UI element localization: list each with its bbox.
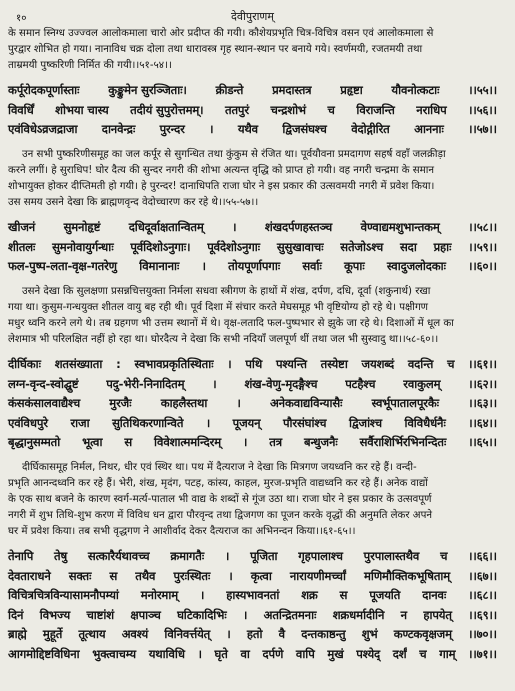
verse-word: पौरसंघांश्च	[282, 415, 327, 430]
verse-word: मणिमौक्तिकभूषिताम्	[364, 568, 451, 583]
prose-line: पुरद्वार शोभित हो गया। नानाविध चक्र दोला तथा धारावस्त्र गृह स्थान-स्थान पर बनाये गये। स्वर्णमयी, रजतमयी तथा	[8, 44, 423, 56]
verse-61	[8, 355, 497, 375]
verse-word: राजा	[70, 415, 90, 430]
verse-word: विनिवर्त्तयेत्	[164, 627, 211, 641]
verse-word: मुखं	[327, 646, 344, 661]
verse-word: ।	[224, 549, 230, 563]
prose-line: उसने देखा कि सुलक्षणा प्रसन्नचित्तयुक्ता निर्मला सधवा स्त्रीगण के हाथों में शंख, दर्पण, दधि, दूर्वा (शकुनार्थ) रखा	[22, 285, 431, 297]
verse-word: लग्न-वृन्द-स्वोद्घुष्टं	[8, 376, 79, 391]
verse-word: नराधिप	[416, 102, 447, 117]
verse-69	[8, 606, 497, 626]
verse-number: ।।५५।।	[468, 83, 497, 98]
verse-word: ।	[226, 627, 231, 641]
verse-word: दधिदूर्वाक्षतान्वितम्	[128, 220, 204, 235]
verse-word: देवताराधने	[8, 568, 51, 583]
verse-word: पूर्वदेशोऽनुगाः	[207, 239, 260, 254]
verse-number: ।।५८।।	[468, 220, 497, 235]
verse-word: भुक्त्वाचम्य	[92, 646, 136, 661]
verse-word: ।	[232, 220, 237, 235]
verse-word: पूजयन्	[232, 415, 261, 430]
verse-word: शतसंख्याता	[54, 357, 103, 372]
prose-line: उस समय उसने देखा कि ब्राह्मणवृन्द वेदोच्चारण कर रहे थे।।५५-५७।।	[8, 197, 259, 209]
prose-line: लेशमात्र भी परिलक्षित नहीं हो रहा था। घोरदैत्य ने देखा कि सभी नदियाँ जलपूर्ण थीं तथा जल भी सुस्वादु था।।५८-६०।।	[8, 333, 439, 345]
verse-number: ।।५९।।	[468, 239, 497, 254]
translation-paragraph-3	[8, 284, 497, 348]
verse-word: वेदोद्गीरित	[351, 122, 390, 137]
verse-number: ।।६१।।	[468, 357, 497, 372]
verse-word: ।	[236, 396, 241, 411]
verse-word: सर्वैराशिर्भिरभिनन्दितः	[359, 435, 447, 450]
verse-word: मनोरमाम्	[140, 588, 178, 602]
verse-word: प्रहृष्टा	[340, 83, 363, 98]
verse-number: ।।६६।।	[468, 549, 497, 563]
verse-word: कण्टकवृक्षजम्	[393, 627, 452, 641]
verse-word: पश्यन्ति	[275, 357, 307, 372]
verse-word: द्विजसंघश्च	[282, 122, 327, 137]
prose-line: करने लगीं। हे सुराधिप! घोर दैत्य की सुन्दर नगरी की शोभा अत्यन्त वृद्धि को प्राप्त हो गयी। वह नगरी चन्द्रमा के समान	[8, 164, 435, 176]
prose-line: ताम्रमयी पुष्करिणी निर्मित की गयी।।५१-५४।।	[8, 60, 172, 72]
verse-word: भूत्वा	[82, 435, 103, 450]
verse-block-55-57	[8, 81, 497, 140]
verse-number: ।।६२।।	[468, 376, 497, 391]
verse-word: पुरन्दर	[159, 122, 185, 137]
verse-block-66-71	[8, 547, 497, 664]
verse-number: ।।६५।।	[468, 435, 497, 450]
verse-word: क्रमागतैः	[170, 549, 205, 563]
verse-number: ।।६८।।	[468, 588, 497, 602]
verse-word: तेनापि	[8, 549, 34, 563]
verse-word: स	[109, 568, 118, 583]
verse-word: अवश्यं	[121, 627, 149, 641]
verse-word: पदु-भेरी-निनादितम्	[106, 376, 185, 391]
verse-58	[8, 218, 497, 238]
verse-word: स	[124, 435, 133, 450]
verse-number: ।।६४।।	[468, 415, 497, 430]
verse-word: तेषु	[54, 549, 68, 563]
verse-number: ।।५६।।	[468, 102, 497, 117]
prose-line: दीर्घिकासमूह निर्मल, निथर, धीर एवं स्थिर था। पथ में दैत्यराज ने देखा कि मित्रगण जयध्वनि कर रहे हैं। वन्दी-	[22, 461, 417, 473]
verse-number: ।।६९।।	[468, 607, 497, 622]
verse-word: गृहपालाश्च	[298, 549, 343, 563]
verse-word: विवेशात्ममन्दिरम्	[154, 435, 222, 450]
verse-word: दीर्घिकाः	[8, 357, 41, 372]
verse-word: काहलैस्तथा	[160, 396, 208, 411]
verse-word: यौवनोत्कटाः	[391, 83, 440, 98]
verse-word: रवाकुलम्	[403, 376, 441, 391]
verse-word: सुमनोहृष्टं	[63, 220, 101, 235]
verse-word: सर्वाः	[302, 259, 322, 274]
verse-word: तूत्थाय	[78, 627, 106, 641]
verse-67	[8, 567, 497, 587]
verse-word: शोभया चास्य	[55, 102, 109, 117]
verse-word: सुतिथिकरणान्विते	[112, 415, 184, 430]
page-number: १०	[16, 13, 27, 24]
verse-word: सुमनोवायुर्गन्धाः	[52, 239, 114, 254]
verse-word: फल-पुष्प-लता-वृक्ष-गतरेणु	[8, 259, 117, 274]
verse-word: कृत्वा	[250, 568, 272, 583]
verse-number: ।।६७।।	[468, 568, 497, 583]
verse-word: एवंविधपुरे	[8, 415, 48, 430]
verse-word: पूजिता	[250, 549, 278, 563]
verse-word: यथाविधि	[148, 646, 185, 661]
verse-word: पूजयति	[369, 588, 401, 602]
verse-word: खीजनं	[8, 220, 36, 235]
verse-block-61-65	[8, 355, 497, 453]
verse-word: पथि	[245, 357, 263, 372]
verse-word: विराजन्ति	[356, 102, 395, 117]
verse-word: कुङ्कुमेन सुरञ्जिताः।	[108, 83, 187, 98]
verse-word: एवंविधेऽव्रजद्राजा	[8, 122, 78, 137]
verse-word: तदीयं सुपुरोत्तमम्।	[130, 102, 204, 117]
verse-word: ।	[199, 588, 205, 602]
translation-paragraph-1	[8, 26, 497, 74]
verse-word: अनेकवाद्यविन्यासैः	[269, 396, 343, 411]
verse-word: प्रमदास्तत्र	[272, 83, 312, 98]
verse-word: तथैव	[135, 568, 156, 583]
verse-55	[8, 81, 497, 101]
verse-62	[8, 375, 497, 395]
verse-word: ।	[212, 376, 217, 391]
page-header	[8, 6, 497, 26]
verse-word: वदन्ति	[407, 357, 434, 372]
verse-word: ।	[205, 415, 211, 430]
verse-word: मुरजैः	[109, 396, 132, 411]
verse-block-58-60	[8, 218, 497, 277]
verse-word: द्विजांश्च	[348, 415, 382, 430]
verse-word: ।	[201, 259, 206, 274]
verse-word: मुहूर्ते	[42, 627, 63, 641]
verse-71	[8, 645, 497, 665]
prose-line: प्रभृति आनन्दध्वनि कर रहे हैं। भेरी, शंख, मृदंग, पटह, कांस्य, काहल, मुरज-प्रभृति वाद्यध्वनि कर रहे हैं। अनेक वाद्यों	[8, 477, 428, 489]
verse-59	[8, 238, 497, 258]
verse-word: गाम्	[439, 646, 456, 661]
verse-word: हास्यभावनतां	[226, 588, 280, 602]
verse-word: कर्पूरोदकपूर्णास्ताः	[8, 83, 80, 98]
verse-60	[8, 257, 497, 277]
verse-word: दानवः	[422, 588, 447, 602]
verse-word: पटहैश्च	[345, 376, 376, 391]
verse-word: तस्येष्टा	[320, 357, 348, 372]
verse-word: सुसुखावाचः	[276, 239, 324, 254]
verse-66	[8, 547, 497, 567]
verse-word: विवर्धिं	[8, 102, 34, 117]
verse-word: च	[327, 102, 335, 117]
verse-word: ब्राह्मे	[8, 627, 27, 641]
verse-word: विचित्रचित्रविन्यासामनौपम्यां	[8, 588, 119, 602]
verse-word: सतेजोऽश्च	[340, 239, 384, 254]
verse-word: अतन्द्रितमनाः	[263, 607, 317, 622]
verse-word: स्वर्भूपातालपूरकैः	[371, 396, 439, 411]
verse-word: शीतलः	[8, 239, 36, 254]
verse-word: वेण्वाद्यमशुभान्तकम्	[360, 220, 440, 235]
prose-line: घर में प्रवेश किया। तब सभी वृद्धगण ने आशीर्वाद देकर दैत्यराज का अभिनन्दन किया।।६१-६५।।	[8, 525, 356, 537]
verse-word: आननाः	[414, 122, 444, 137]
verse-word: कूपाः	[344, 259, 365, 274]
verse-word: बृद्धानुसम्मतो	[8, 435, 61, 450]
verse-word: ततपुरं	[225, 102, 249, 117]
prose-line: नगरी में शुभ तिथि-शुभ करण में विविध धन द्वारा पौरवृन्द तथा द्विजगण का पूजन करके वृद्धों की अनुमति लेकर अपने	[8, 509, 433, 521]
prose-line: के एक साथ बजने के कारण स्वर्ग-मर्त्य-पाताल भी वाद्य के शब्दों से गूंज उठा था। राजा घोर ने इस प्रकार के उत्सवपूर्ण	[8, 493, 432, 505]
verse-word: सत्कारैर्यथावच्च	[87, 549, 150, 563]
verse-word: दिनं	[8, 607, 24, 622]
verse-word: क्रीडन्ते	[215, 83, 244, 98]
translation-paragraph-4	[8, 460, 497, 540]
verse-word: सक्तः	[68, 568, 92, 583]
verse-word: ।	[243, 435, 248, 450]
verse-word: पश्येद्	[356, 646, 381, 661]
verse-word: ।	[227, 357, 232, 372]
verse-word: पूर्वदिशोऽनुगाः।	[130, 239, 191, 254]
verse-word: हापयेत्	[423, 607, 452, 622]
verse-word: शुभं	[361, 627, 378, 641]
verse-word: दर्पणे	[262, 646, 284, 661]
prose-line: उन सभी पुष्करिणीसमूह का जल कर्पूर से सुगन्धित तथा कुंकुम से रंजित था। पूर्वयौवना प्रमदागण सहर्ष वहाँ जलक्रीड़ा	[22, 148, 446, 160]
verse-word: च	[440, 549, 448, 563]
verse-word: वै	[278, 627, 285, 641]
prose-line: के समान स्निग्ध उज्ज्वल आलोकमाला चारो ओर प्रदीप्त की गयी। कौशेयप्रभृति चित्र-विचित्र वसन एवं आलोकमाला से	[8, 28, 434, 39]
running-title: देवीपुराणम्	[231, 10, 274, 23]
verse-word: नारायणीमर्च्चां	[289, 568, 346, 583]
verse-word: चाष्टांशं	[86, 607, 115, 622]
verse-word: हतो	[246, 627, 263, 641]
verse-word: ।	[243, 607, 248, 622]
verse-word: शंख-वेणु-मृदङ्गैश्च	[244, 376, 318, 391]
verse-64	[8, 414, 497, 434]
verse-63	[8, 394, 497, 414]
verse-word: विभज्य	[39, 607, 71, 622]
verse-number: ।।७०।।	[468, 627, 497, 641]
verse-word: घटिकादिभिः	[177, 607, 227, 622]
verse-word: दर्शं	[392, 646, 407, 661]
verse-word: विविधैर्धनैः	[404, 415, 446, 430]
verse-word: पुरःस्थितः	[173, 568, 211, 583]
verse-word: बन्धुजनैः	[304, 435, 338, 450]
verse-word: शक्रधर्मादीनि	[332, 607, 385, 622]
verse-word: शंखदर्पणहस्तञ्च	[264, 220, 333, 235]
verse-word: घृते	[214, 646, 228, 661]
verse-number: ।।६३।।	[468, 396, 497, 411]
verse-word: च	[419, 646, 427, 661]
verse-word: ।	[228, 568, 233, 583]
verse-word: विमानानाः	[139, 259, 180, 274]
verse-word: न	[400, 607, 407, 622]
verse-word: दानवेन्द्रः	[101, 122, 136, 137]
verse-56	[8, 101, 497, 121]
verse-word: चन्द्रशोभं	[270, 102, 306, 117]
verse-word: दन्तकाष्ठन्तु	[301, 627, 346, 641]
verse-word: वा	[240, 646, 250, 661]
verse-word: प्रहाः	[433, 239, 452, 254]
verse-word: पुरपालास्तथैव	[363, 549, 420, 563]
verse-word: क्षपाञ्च	[130, 607, 161, 622]
verse-57	[8, 120, 497, 140]
verse-word: यथैव	[237, 122, 258, 137]
verse-word: कंसकंसालवाद्यैश्च	[8, 396, 81, 411]
verse-word: सदा	[400, 239, 417, 254]
verse-word: स्वभावप्रकृतिस्थिताः	[134, 357, 214, 372]
verse-68	[8, 586, 497, 606]
verse-word: स	[339, 588, 348, 602]
verse-number: ।।५७।।	[468, 122, 497, 137]
verse-word: वापि	[295, 646, 315, 661]
verse-word: शक्र	[301, 588, 318, 602]
verse-word: :	[116, 357, 121, 372]
translation-paragraph-2	[8, 147, 497, 211]
verse-word: ।	[209, 122, 214, 137]
verse-70	[8, 625, 497, 645]
prose-line: शोभायुक्त होकर दीप्तिमती हो गयी। हे पुरन्दर! दानाधिपति राजा घोर ने इस प्रकार की उत्सवमयी नगरी में प्रवेश किया।	[8, 180, 435, 192]
verse-word: तत्र	[269, 435, 282, 450]
verse-word: जयशब्दं	[361, 357, 395, 372]
verse-word: च	[447, 357, 455, 372]
prose-line: गया था। कुसुम-गन्धयुक्त शीतल वायु बह रही थी। पूर्व दिशा में संचार करते मेघसमूह भी वृष्टियोग्य हो रहे थे। पक्षीगण	[8, 301, 429, 313]
verse-number: ।।६०।।	[468, 259, 497, 274]
verse-65	[8, 433, 497, 453]
prose-line: मधुर ध्वनि करने लगे थे। तब ग्रहगण भी उत्तम स्थानों में थे। वृक्ष-लतादि फल-पुष्पभार से झुके जा रहे थे। दिशाओं में धूल का	[8, 317, 454, 329]
verse-word: स्वादुजलोदकाः	[386, 259, 446, 274]
verse-word: आगमोद्दिष्टविधिना	[8, 646, 80, 661]
verse-word: तोयपूर्णापगाः	[228, 259, 281, 274]
verse-number: ।।७१।।	[468, 646, 497, 661]
verse-word: ।	[197, 646, 202, 661]
